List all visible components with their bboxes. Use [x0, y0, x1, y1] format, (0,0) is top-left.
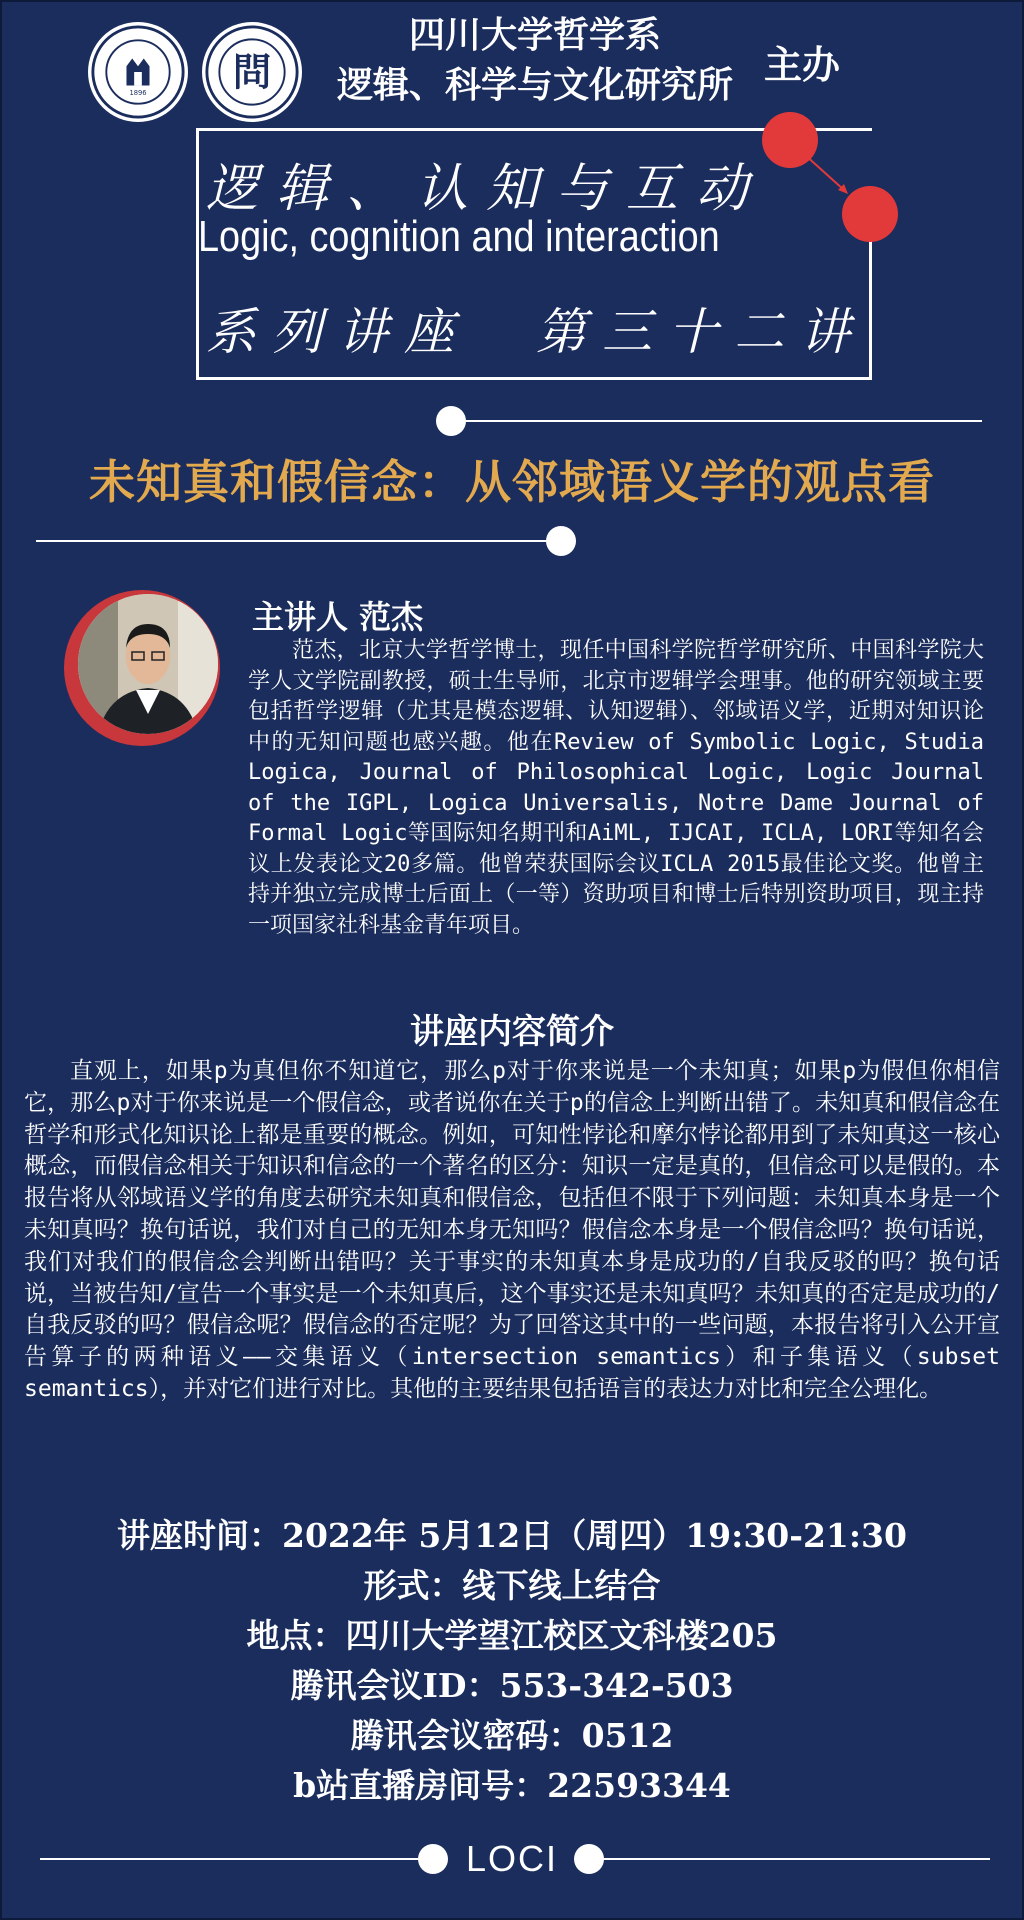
speaker-portrait-icon: [78, 594, 218, 734]
svg-text:1896: 1896: [129, 89, 147, 98]
host-label: 主办: [764, 42, 841, 87]
series-box-right-edge: [869, 226, 872, 380]
organizer-line-1: 四川大学哲学系: [408, 14, 661, 56]
abstract-heading: 讲座内容简介: [410, 1012, 614, 1052]
series-title-cn: 逻辑、认知与互动: [206, 159, 767, 219]
meeting-id: 腾讯会议ID：553-342-503: [290, 1666, 734, 1705]
svg-text:問: 問: [232, 50, 272, 96]
institute-seal-icon: [204, 24, 300, 120]
footer-line-right: [590, 1858, 990, 1860]
meeting-password: 腾讯会议密码：0512: [350, 1716, 674, 1755]
organizer-line-2: 逻辑、科学与文化研究所: [336, 64, 733, 106]
institute-logo: [202, 22, 302, 122]
speaker-bio: 范杰，北京大学哲学博士，现任中国科学院哲学研究所、中国科学院大学人文学院副教授，硕士生导师，北京市逻辑学会理事。他的研究领域主要包括哲学逻辑（尤其是模态逻辑、认知逻辑）、邻域语义学，近期对知识论中的无知问题也感兴趣。他在Review of Symbolic Logic, Studia Logica, Journal of Philosophical Logic, Logic Journal of the IGPL, Logica Universalis, Notre Dame Journal of Formal Logic等国际知名期刊和AiML, IJCAI, ICLA, LORI等知名会议上发表论文20多篇。他曾荣获国际会议ICLA 2015最佳论文奖。他曾主持并独立完成博士后面上（一等）资助项目和博士后特别资助项目，现主持一项国家社科基金青年项目。: [248, 638, 984, 938]
bilibili-room: b站直播房间号：22593344: [293, 1766, 731, 1805]
sichuan-university-logo: [88, 22, 188, 122]
arrow-icon: [800, 150, 860, 210]
series-lecture-number: 系列讲座 第三十二讲: [206, 303, 866, 361]
lecture-location: 地点：四川大学望江校区文科楼205: [246, 1616, 778, 1655]
divider-line: [450, 420, 982, 422]
divider-line: [36, 540, 568, 542]
divider-dot: [436, 406, 466, 436]
series-title-en: Logic, cognition and interaction: [198, 212, 720, 261]
university-seal-icon: [90, 24, 186, 120]
lecture-format: 形式：线下线上结合: [363, 1566, 661, 1605]
footer-brand: LOCI: [465, 1838, 559, 1879]
organizer: [320, 10, 750, 110]
divider-dot: [546, 526, 576, 556]
abstract-text: 直观上，如果p为真但你不知道它，那么p对于你来说是一个未知真；如果p为假但你相信它，那么p对于你来说是一个假信念，或者说你在关于p的信念上判断出错了。未知真和假信念在哲学和形式化知识论上都是重要的概念。例如，可知性悖论和摩尔悖论都用到了未知真这一核心概念，而假信念相关于知识和信念的一个著名的区分：知识一定是真的，但信念可以是假的。本报告将从邻域语义学的角度去研究未知真和假信念，包括但不限于下列问题：未知真本身是一个未知真吗？换句话说，我们对自己的无知本身无知吗？假信念本身是一个假信念吗？换句话说，我们对我们的假信念会判断出错吗？关于事实的未知真本身是成功的/自我反驳的吗？换句话说，当被告知/宣告一个事实是一个未知真后，这个事实还是未知真吗？未知真的否定是成功的/自我反驳的吗？假信念呢？假信念的否定呢？为了回答这其中的一些问题，本报告将引入公开宣告算子的两种语义——交集语义（intersection semantics）和子集语义（subset semantics），并对它们进行对比。其他的主要结果包括语言的表达力对比和完全公理化。: [24, 1058, 1000, 1402]
talk-title: 未知真和假信念：从邻域语义学的观点看: [89, 455, 935, 509]
lecture-time: 讲座时间：2022年 5月12日（周四）19:30-21:30: [117, 1516, 907, 1555]
speaker-heading: 主讲人 范杰: [252, 598, 424, 636]
speaker-photo: [78, 594, 218, 734]
